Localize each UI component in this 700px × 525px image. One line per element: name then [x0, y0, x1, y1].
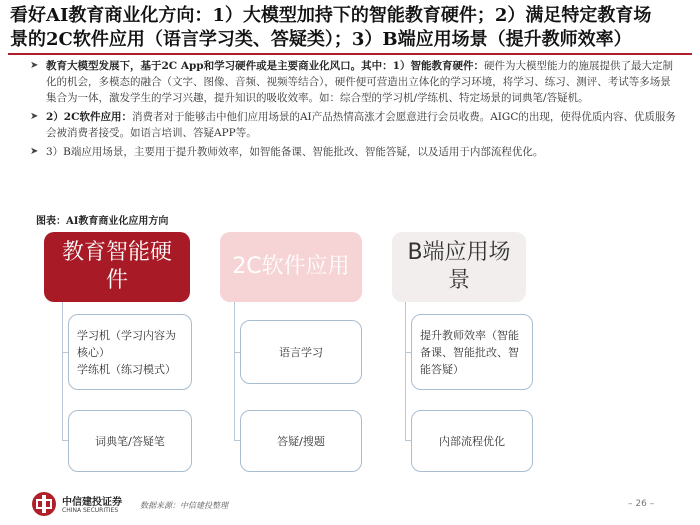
- bullet-item-1: [30, 58, 680, 106]
- logo-emblem-icon: [30, 490, 58, 518]
- item-text: 提升教师效率（智能备课、智能批改、智能答疑）: [420, 328, 519, 376]
- figure-caption: 图表：AI教育商业化应用方向: [36, 216, 169, 227]
- bullet-2-text: 消费者对于能够击中他们应用场景的AI产品热情高涨才会愿意进行会员收费。AIGC的出现，使得优质内容、优质服务会被消费者接受。如语言培训、答疑APP等。: [46, 111, 676, 139]
- category-box-2c-software: 2C软件应用: [220, 232, 362, 302]
- bullet-1-bold: 教育大模型发展下，基于2C App和学习硬件或是主要商业化风口。其中：1）智能教育硬件：: [46, 60, 484, 72]
- item-text: 词典笔/答疑笔: [95, 434, 165, 448]
- bullet-1-text: 硬件为大模型能力的施展提供了最大定制化的机会，多模态的融合（文字、图像、音频、视频等结合），硬件便可营造出立体化的学习环境，将学习、练习、测评、考试等多场景集合为一体，激发学生的学习兴趣，提升知识的吸收效率。如：综合型的学习机/学练机、特定场景的词典笔/答疑机。: [46, 60, 673, 104]
- page-number-value: 26: [635, 499, 647, 509]
- title-underline: [8, 53, 692, 55]
- item-box-internal-process: [411, 410, 533, 472]
- logo-text: 中信建投证券: [62, 497, 122, 508]
- item-box-language-learning: [240, 320, 362, 384]
- page-number: – 26 –: [628, 499, 655, 509]
- bullet-item-2: [30, 109, 680, 141]
- item-text: 答疑/搜题: [277, 434, 325, 448]
- item-box-learning-machine: [68, 314, 192, 390]
- item-text: 语言学习: [279, 345, 323, 359]
- data-source: 数据来源：中信建投整理: [140, 501, 228, 510]
- arrow-bullet-icon: ➤: [30, 111, 39, 122]
- bullet-2-bold: 2）2C软件应用：: [46, 111, 132, 123]
- arrow-bullet-icon: ➤: [30, 60, 39, 71]
- item-box-question-search: [240, 410, 362, 472]
- company-logo: [10, 490, 130, 520]
- title-line-1: 看好AI教育商业化方向：1）大模型加持下的智能教育硬件；2）满足特定教育场: [10, 5, 652, 26]
- bullet-3-text: 3）B端应用场景，主要用于提升教师效率，如智能备课、智能批改、智能答疑，以及适用于内部流程优化。: [46, 146, 544, 158]
- category-box-b2b: B端应用场景: [392, 232, 526, 302]
- connector-line: [405, 302, 406, 440]
- bullet-list: [30, 58, 680, 163]
- connector-line: [62, 302, 63, 440]
- title-line-2: 景的2C软件应用（语言学习类、答疑类）；3）B端应用场景（提升教师效率）: [10, 29, 632, 50]
- item-text: 学习机（学习内容为核心） 学练机（练习模式）: [77, 328, 176, 376]
- slide-title: [10, 4, 692, 52]
- logo-subtext: CHINA SECURITIES: [62, 507, 119, 514]
- category-box-hardware: 教育智能硬件: [44, 232, 190, 302]
- item-text: 内部流程优化: [439, 434, 505, 448]
- item-box-teacher-efficiency: [411, 314, 533, 390]
- item-box-dictionary-pen: [68, 410, 192, 472]
- connector-line: [234, 302, 235, 440]
- arrow-bullet-icon: ➤: [30, 146, 39, 157]
- bullet-item-3: [30, 144, 680, 160]
